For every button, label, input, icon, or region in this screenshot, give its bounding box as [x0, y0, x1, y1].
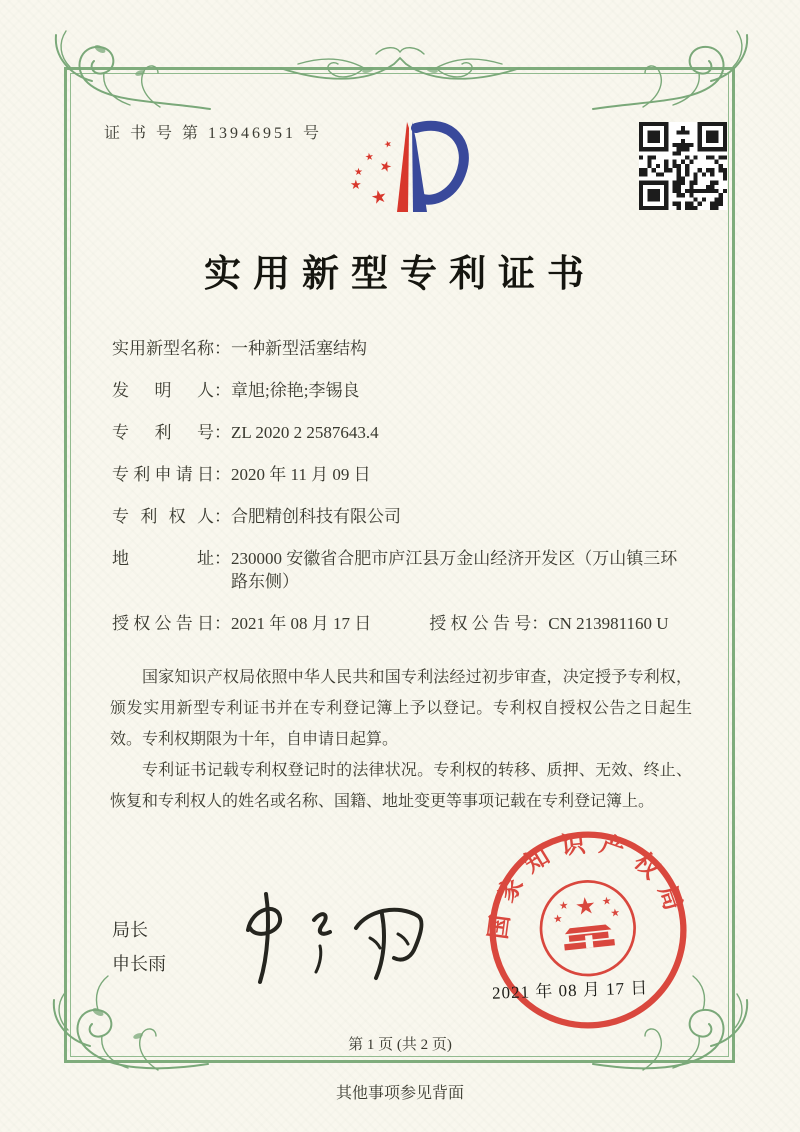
star-icon: ★	[364, 151, 375, 164]
top-left-flourish-ornament	[40, 22, 215, 127]
field-label: 授权公告号	[429, 613, 532, 633]
field-value: ZL 2020 2 2587643.4	[231, 422, 379, 442]
field-value: 章旭;徐艳;李锡良	[231, 380, 360, 400]
star-icon: ★	[369, 185, 390, 209]
field-address: 地址 ： 230000 安徽省合肥市庐江县万金山经济开发区（万山镇三环路东侧）	[112, 548, 692, 594]
certificate-body-text	[110, 662, 692, 817]
grant-date-value: 2021 年 08 月 17 日	[231, 613, 372, 633]
commissioner-title: 局长	[112, 920, 148, 940]
field-filing-date: 专利申请日 ： 2020 年 11 月 09 日	[112, 464, 692, 487]
field-label: 实用新型名称	[112, 339, 214, 358]
national-emblem-icon	[536, 877, 639, 980]
field-label: 发明人	[112, 380, 214, 400]
seal-ring-text: 国家知识产权局	[484, 829, 691, 941]
commissioner-name: 申长雨	[112, 954, 166, 974]
qr-code	[639, 122, 727, 210]
field-label: 专利申请日	[112, 464, 214, 484]
commissioner-handwritten-signature	[222, 880, 432, 988]
field-utility-model-name: 实用新型名称 ： 一种新型活塞结构	[112, 338, 692, 361]
svg-text:★: ★	[558, 898, 570, 913]
svg-text:★: ★	[601, 894, 613, 908]
cnipa-official-seal	[457, 810, 718, 1050]
body-paragraph-1: 国家知识产权局依照中华人民共和国专利法经过初步审查，决定授予专利权，颁发实用新型专利证书并在专利登记簿上予以登记。专利权自授权公告之日起生效。专利权期限为十年，自申请日起算。	[110, 669, 692, 748]
field-label: 地址	[112, 548, 214, 568]
svg-text:★: ★	[573, 890, 598, 921]
body-paragraph-2: 专利证书记载专利权登记时的法律状况。专利权的转移、质押、无效、终止、恢复和专利权人的姓名或名称、国籍、地址变更等事项记载在专利登记簿上。	[110, 762, 692, 810]
field-patentee: 专利权人 ： 合肥精创科技有限公司	[112, 506, 692, 529]
logo-tower-left	[397, 122, 409, 212]
grant-number-value: CN 213981160 U	[548, 613, 669, 633]
top-center-flourish-ornament	[280, 28, 520, 92]
field-label: 授权公告日	[112, 613, 214, 633]
field-inventors: 发明人 ： 章旭;徐艳;李锡良	[112, 380, 692, 403]
star-icon: ★	[382, 138, 394, 151]
page-number: 第 1 页 (共 2 页)	[348, 1037, 452, 1053]
field-label: 专利权人	[112, 506, 214, 526]
star-icon: ★	[377, 158, 394, 177]
seal-date: 2021 年 08 月 17 日	[491, 978, 649, 1003]
certificate-number: 证 书 号 第 13946951 号	[104, 125, 323, 142]
back-side-note: 其他事项参见背面	[335, 1085, 464, 1102]
top-right-flourish-ornament	[588, 22, 763, 127]
field-grant-row: 授权公告日 ： 2021 年 08 月 17 日 授权公告号 ： CN 213981160 U	[112, 613, 692, 636]
cnipa-logo	[338, 112, 490, 230]
svg-text:★: ★	[609, 905, 621, 920]
field-value: 2020 年 11 月 09 日	[231, 464, 371, 484]
svg-text:★: ★	[552, 911, 564, 926]
bottom-left-flourish-ornament	[28, 968, 213, 1083]
certificate-fields	[112, 338, 692, 655]
certificate-title: 实用新型专利证书	[204, 254, 596, 295]
field-value: 一种新型活塞结构	[231, 339, 367, 358]
field-value: 230000 安徽省合肥市庐江县万金山经济开发区（万山镇三环路东侧）	[231, 548, 678, 591]
field-value: 合肥精创科技有限公司	[231, 506, 401, 526]
star-icon: ★	[350, 177, 362, 192]
field-patent-number: 专利号 ： ZL 2020 2 2587643.4	[112, 422, 692, 445]
field-label: 专利号	[112, 422, 214, 442]
star-icon: ★	[354, 167, 363, 178]
